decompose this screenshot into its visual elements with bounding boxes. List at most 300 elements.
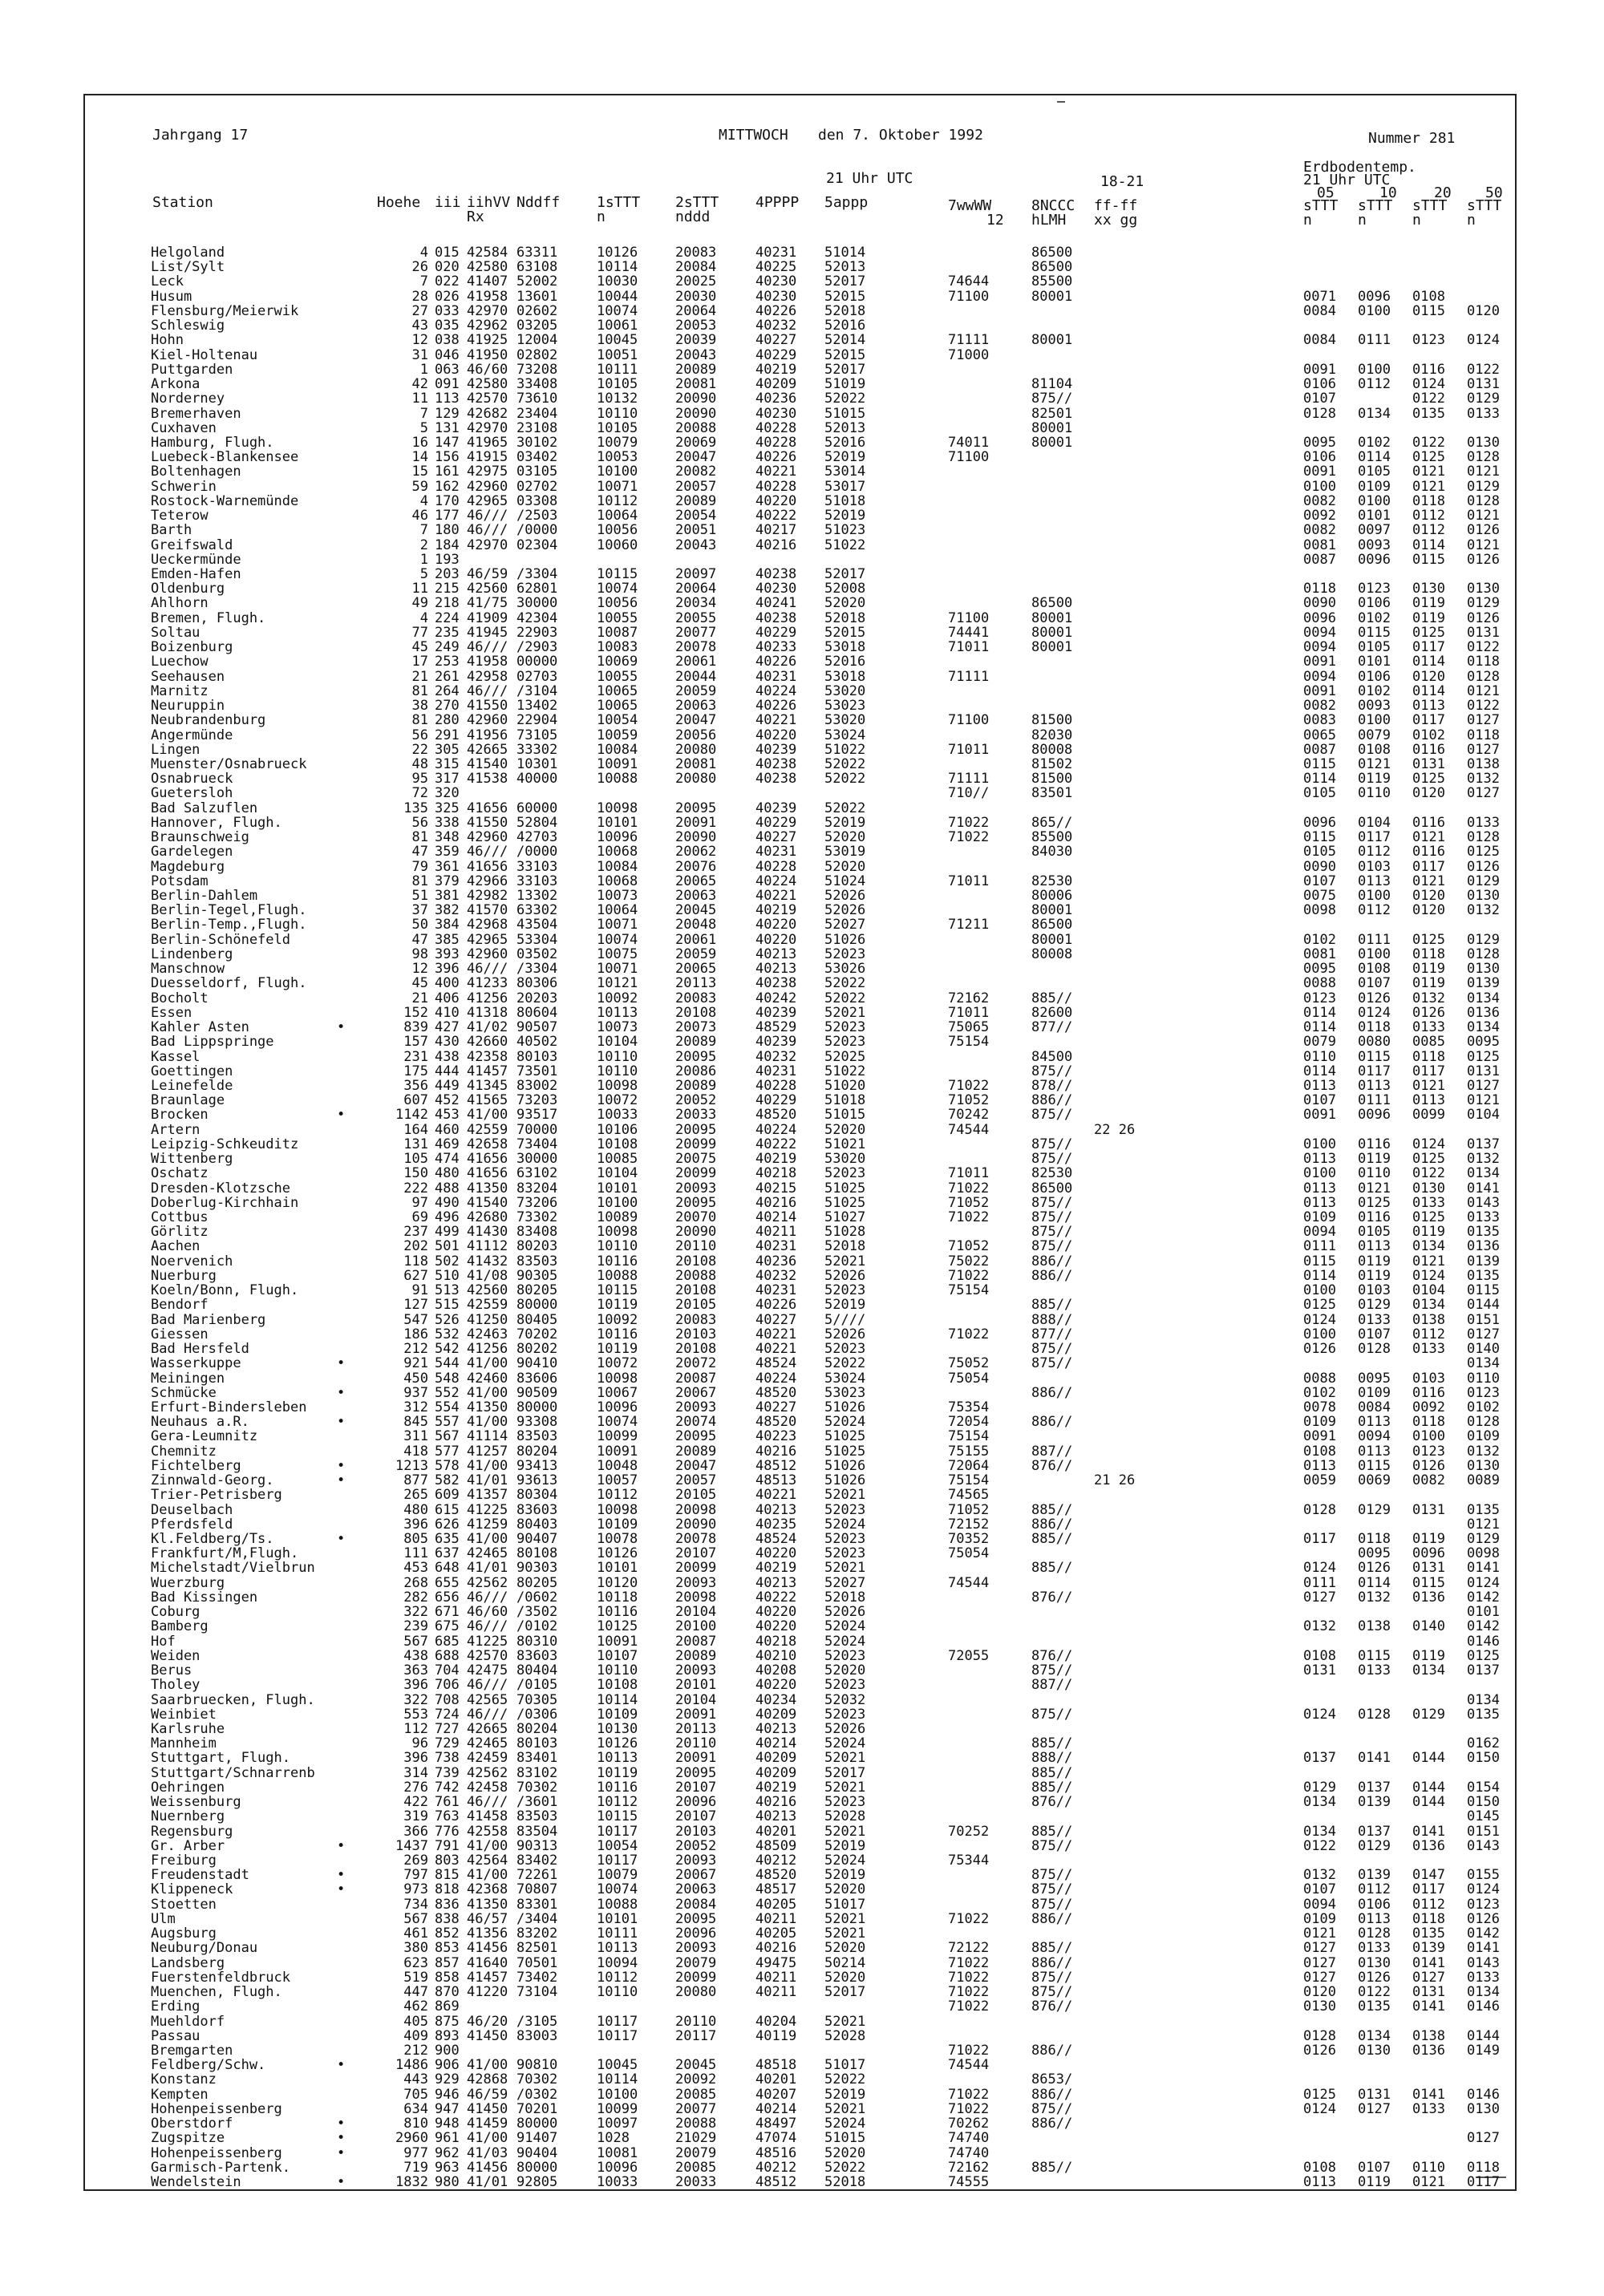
tendency-value: 51025 — [824, 1443, 866, 1460]
sttt1-value: 10072 — [597, 1092, 638, 1109]
soil-temp-05: 0100 — [1303, 1326, 1336, 1342]
sttt1-value: 10088 — [597, 771, 638, 788]
tendency-value: 52013 — [824, 259, 866, 276]
nddff-value: 90507 — [516, 1019, 558, 1036]
station-index: 818 — [435, 1881, 460, 1898]
nddff-value: 60000 — [516, 800, 558, 816]
sttt1-value: 10119 — [597, 1764, 638, 1781]
nddff-value: 83003 — [516, 2027, 558, 2044]
tendency-value: 52020 — [824, 1121, 866, 1138]
soil-temp-05: 0090 — [1303, 858, 1336, 875]
soil-temp-05: 0127 — [1303, 1589, 1336, 1606]
weather-code: 71022 — [948, 1180, 990, 1197]
tendency-value: 52019 — [824, 2086, 866, 2103]
station-index: 776 — [435, 1823, 460, 1840]
station-index: 738 — [435, 1750, 460, 1767]
soil-temp-50: 0133 — [1467, 1969, 1500, 1986]
station-height: 319 — [403, 1808, 428, 1825]
cloud-code: 885// — [1031, 1779, 1073, 1796]
iihvv-value: 41350 — [467, 1896, 508, 1913]
cloud-code: 82530 — [1031, 873, 1073, 889]
soil-temp-50: 0123 — [1467, 1896, 1500, 1913]
station-height: 921 — [403, 1355, 428, 1372]
pressure-value: 40220 — [755, 1604, 797, 1621]
soil-temp-50: 0133 — [1467, 814, 1500, 831]
sttt2-value: 20090 — [675, 405, 717, 422]
sttt2-value: 20056 — [675, 727, 717, 743]
cloud-code: 81502 — [1031, 755, 1073, 772]
weather-code: 71022 — [948, 1209, 990, 1225]
soil-temp-50: 0121 — [1467, 464, 1500, 480]
tendency-value: 52023 — [824, 1282, 866, 1299]
sttt2-value: 20063 — [675, 698, 717, 715]
station-name: Leinefelde — [151, 1077, 233, 1094]
station-index: 502 — [435, 1253, 460, 1269]
nddff-value: 63102 — [516, 1165, 558, 1182]
weather-code: 71022 — [948, 1910, 990, 1927]
pressure-value: 40119 — [755, 2027, 797, 2044]
soil-temp-50: 0143 — [1467, 1194, 1500, 1211]
station-index: 147 — [435, 434, 460, 451]
cloud-code: 80001 — [1031, 609, 1073, 626]
station-name: Hof — [151, 1633, 176, 1650]
sttt1-value: 10114 — [597, 259, 638, 276]
cloud-code: 86500 — [1031, 1180, 1073, 1197]
station-height: 396 — [403, 1750, 428, 1767]
weather-code: 75054 — [948, 1370, 990, 1387]
soil-temp-05: 0091 — [1303, 654, 1336, 670]
cloud-code: 875// — [1031, 1194, 1073, 1211]
sttt2-value: 20055 — [675, 609, 717, 626]
station-name: Pferdsfeld — [151, 1516, 233, 1533]
station-height: 462 — [403, 1998, 428, 2015]
weather-code: 75154 — [948, 1428, 990, 1445]
station-index: 046 — [435, 346, 460, 363]
station-index: 026 — [435, 288, 460, 305]
nddff-value: 63302 — [516, 902, 558, 919]
tendency-value: 52020 — [824, 595, 866, 612]
iihvv-value: 42584 — [467, 245, 508, 261]
station-index: 129 — [435, 405, 460, 422]
iihvv-value: 46/// — [467, 1706, 508, 1723]
sttt1-value: 10114 — [597, 2071, 638, 2088]
station-name: Saarbruecken, Flugh. — [151, 1691, 315, 1708]
gust-value: 22 26 — [1094, 1121, 1136, 1138]
soil-temp-10: 0127 — [1358, 2100, 1391, 2117]
sttt2-value: 20084 — [675, 259, 717, 276]
iihvv-value: 42560 — [467, 1282, 508, 1299]
sttt1-value: 10110 — [597, 1984, 638, 2001]
soil-temp-10: 0111 — [1358, 332, 1391, 349]
weather-code: 71011 — [948, 1004, 990, 1021]
station-name: Meiningen — [151, 1370, 225, 1387]
cloud-code: 875// — [1031, 1151, 1073, 1168]
tendency-value: 52018 — [824, 1589, 866, 1606]
soil-temp-05: 0105 — [1303, 785, 1336, 802]
station-height: 269 — [403, 1853, 428, 1869]
soil-temp-50: 0134 — [1467, 1019, 1500, 1036]
sttt2-value: 20095 — [675, 1194, 717, 1211]
tendency-value: 51028 — [824, 1224, 866, 1241]
tendency-value: 52015 — [824, 346, 866, 363]
pressure-value: 40230 — [755, 288, 797, 305]
sttt1-value: 10105 — [597, 419, 638, 436]
soil-temp-50: 0125 — [1467, 1647, 1500, 1664]
nddff-value: 73404 — [516, 1136, 558, 1152]
nddff-value: 03205 — [516, 318, 558, 334]
soil-temp-20: 0112 — [1412, 508, 1445, 524]
soil-temp-20: 0147 — [1412, 1867, 1445, 1884]
sttt1-value: 10110 — [597, 405, 638, 422]
station-index: 427 — [435, 1019, 460, 1036]
tendency-value: 52022 — [824, 800, 866, 816]
weather-code: 70262 — [948, 2116, 990, 2132]
sttt1-value: 10094 — [597, 1954, 638, 1971]
station-index: 513 — [435, 1282, 460, 1299]
pressure-value: 40214 — [755, 1209, 797, 1225]
sttt2-value: 20087 — [675, 1370, 717, 1387]
station-name: Weinbiet — [151, 1706, 217, 1723]
soil-temp-10: 0126 — [1358, 1969, 1391, 1986]
station-height: 50 — [411, 917, 428, 933]
sttt2-value: 20089 — [675, 492, 717, 509]
sttt1-value: 10116 — [597, 1779, 638, 1796]
nddff-value: 73203 — [516, 1092, 558, 1109]
soil-temp-20: 0125 — [1412, 449, 1445, 466]
weather-code: 71100 — [948, 449, 990, 466]
soil-temp-10: 0133 — [1358, 1940, 1391, 1957]
station-index: 381 — [435, 888, 460, 904]
sttt1-value: 10107 — [597, 1647, 638, 1664]
pressure-value: 40212 — [755, 2159, 797, 2176]
weather-code: 74544 — [948, 1121, 990, 1138]
soil-temp-50: 0127 — [1467, 1326, 1500, 1342]
soil-temp-50: 0142 — [1467, 1925, 1500, 1942]
sttt2-value: 20090 — [675, 1224, 717, 1241]
pressure-value: 40239 — [755, 1034, 797, 1051]
tendency-value: 51025 — [824, 1428, 866, 1445]
nddff-value: 80202 — [516, 1341, 558, 1358]
soil-temp-10: 0114 — [1358, 449, 1391, 466]
weather-code: 75354 — [948, 1399, 990, 1415]
sttt2-value: 20044 — [675, 668, 717, 685]
iihvv-value: 42968 — [467, 917, 508, 933]
station-name: Bremerhaven — [151, 405, 241, 422]
sttt1-value: 10099 — [597, 1428, 638, 1445]
soil-temp-05: 0128 — [1303, 2027, 1336, 2044]
weather-code: 75154 — [948, 1282, 990, 1299]
pressure-value: 40201 — [755, 1823, 797, 1840]
soil-temp-05: 0115 — [1303, 1253, 1336, 1269]
soil-temp-05: 0083 — [1303, 712, 1336, 729]
station-height: 547 — [403, 1311, 428, 1328]
station-index: 815 — [435, 1867, 460, 1884]
soil-temp-50: 0098 — [1467, 1545, 1500, 1562]
soil-temp-20: 0116 — [1412, 1384, 1445, 1401]
station-height: 111 — [403, 1545, 428, 1562]
cloud-code: 875// — [1031, 391, 1073, 407]
soil-temp-50: 0138 — [1467, 755, 1500, 772]
soil-temp-50: 0127 — [1467, 712, 1500, 729]
soil-temp-05: 0131 — [1303, 1662, 1336, 1679]
soil-temp-05: 0122 — [1303, 1837, 1336, 1854]
soil-temp-05: 0109 — [1303, 1910, 1336, 1927]
station-index: 400 — [435, 975, 460, 992]
tendency-value: 52021 — [824, 1910, 866, 1927]
weather-code: 74544 — [948, 1574, 990, 1591]
pressure-value: 48520 — [755, 1384, 797, 1401]
soil-temp-50: 0104 — [1467, 1107, 1500, 1124]
iihvv-value: 42960 — [467, 829, 508, 846]
station-height: 96 — [411, 1735, 428, 1752]
pressure-value: 40221 — [755, 1326, 797, 1342]
iihvv-value: 41432 — [467, 1253, 508, 1269]
cloud-code: 885// — [1031, 1560, 1073, 1577]
tendency-value: 52024 — [824, 1618, 866, 1635]
tendency-value: 52019 — [824, 1297, 866, 1314]
sttt2-value: 20108 — [675, 1341, 717, 1358]
station-name: Erding — [151, 1998, 200, 2015]
station-index: 946 — [435, 2086, 460, 2103]
tendency-value: 52026 — [824, 1267, 866, 1284]
station-name: Lindenberg — [151, 946, 233, 962]
soil-temp-50: 0129 — [1467, 478, 1500, 495]
soil-temp-50: 0124 — [1467, 1881, 1500, 1898]
soil-temp-50: 0146 — [1467, 1998, 1500, 2015]
soil-temp-05: 0128 — [1303, 405, 1336, 422]
pressure-value: 40211 — [755, 1224, 797, 1241]
soil-temp-50: 0120 — [1467, 302, 1500, 319]
tendency-value: 52019 — [824, 814, 866, 831]
soil-temp-20: 0132 — [1412, 990, 1445, 1006]
nddff-value: 13402 — [516, 698, 558, 715]
soil-temp-20: 0123 — [1412, 332, 1445, 349]
station-height: 157 — [403, 1034, 428, 1051]
station-height: 623 — [403, 1954, 428, 1971]
soil-temp-20: 0114 — [1412, 682, 1445, 699]
iihvv-value: 46/// — [467, 508, 508, 524]
sttt1-value: 10126 — [597, 1735, 638, 1752]
pressure-value: 40213 — [755, 1501, 797, 1518]
sttt1-value: 10092 — [597, 990, 638, 1006]
iihvv-value: 41259 — [467, 1516, 508, 1533]
sttt1-value: 10109 — [597, 1706, 638, 1723]
weather-code: 71111 — [948, 332, 990, 349]
tendency-value: 52021 — [824, 1253, 866, 1269]
weather-code: 71100 — [948, 288, 990, 305]
cloud-code: 80008 — [1031, 741, 1073, 758]
tendency-value: 51026 — [824, 931, 866, 948]
sttt2-value: 20033 — [675, 1107, 717, 1124]
sttt1-value: 10112 — [597, 1487, 638, 1504]
sttt1-value: 10055 — [597, 609, 638, 626]
soil-temp-50: 0124 — [1467, 1574, 1500, 1591]
soil-temp-05: 0123 — [1303, 990, 1336, 1006]
cloud-code: 888// — [1031, 1311, 1073, 1328]
sttt1-value: 10130 — [597, 1720, 638, 1737]
pressure-value: 40220 — [755, 917, 797, 933]
iihvv-value: 41257 — [467, 1443, 508, 1460]
tendency-value: 51018 — [824, 492, 866, 509]
sttt2-value: 20079 — [675, 1954, 717, 1971]
soil-temp-10: 0100 — [1358, 492, 1391, 509]
col-station: Station — [152, 194, 213, 211]
sttt2-value: 20091 — [675, 1706, 717, 1723]
nddff-value: 80000 — [516, 1399, 558, 1415]
sttt1-value: 10101 — [597, 1560, 638, 1577]
cloud-code: 86500 — [1031, 917, 1073, 933]
iihvv-value: 46/60 — [467, 361, 508, 378]
station-height: 91 — [411, 1282, 428, 1299]
pressure-value: 40215 — [755, 1180, 797, 1197]
tendency-value: 51017 — [824, 1896, 866, 1913]
soil-temp-10: 0094 — [1358, 1428, 1391, 1445]
nddff-value: 63311 — [516, 245, 558, 261]
soil-temp-10: 0113 — [1358, 1238, 1391, 1255]
station-name: Giessen — [151, 1326, 209, 1342]
nddff-value: /3601 — [516, 1794, 558, 1811]
soil-temp-10: 0097 — [1358, 522, 1391, 539]
station-height: 607 — [403, 1092, 428, 1109]
soil-temp-50: 0137 — [1467, 1136, 1500, 1152]
sttt2-value: 20030 — [675, 288, 717, 305]
sttt2-value: 20054 — [675, 508, 717, 524]
weather-code: 75154 — [948, 1034, 990, 1051]
sttt1-value: 10071 — [597, 917, 638, 933]
soil-temp-10: 0080 — [1358, 1034, 1391, 1051]
weather-code: 71052 — [948, 1092, 990, 1109]
station-height: 705 — [403, 2086, 428, 2103]
soil-temp-10: 0105 — [1358, 464, 1391, 480]
soil-temp-50: 0130 — [1467, 434, 1500, 451]
weather-code: 71052 — [948, 1194, 990, 1211]
station-name: Bad Marienberg — [151, 1311, 266, 1328]
station-name: Feldberg/Schw. — [151, 2057, 266, 2074]
soil-temp-05: 0124 — [1303, 1560, 1336, 1577]
soil-temp-05: 0125 — [1303, 1297, 1336, 1314]
station-index: 038 — [435, 332, 460, 349]
tendency-value: 51018 — [824, 1092, 866, 1109]
sttt1-value: 10115 — [597, 566, 638, 582]
station-name: Stuttgart/Schnarrenb — [151, 1764, 315, 1781]
pressure-value: 40213 — [755, 1574, 797, 1591]
station-name: Goettingen — [151, 1063, 233, 1079]
station-index: 542 — [435, 1341, 460, 1358]
station-index: 444 — [435, 1063, 460, 1079]
soil-temp-50: 0102 — [1467, 1399, 1500, 1415]
soil-temp-10: 0111 — [1358, 931, 1391, 948]
soil-temp-50: 0134 — [1467, 1355, 1500, 1372]
sttt2-value: 20096 — [675, 1794, 717, 1811]
soil-temp-20: 0141 — [1412, 1998, 1445, 2015]
station-name: Kiel-Holtenau — [151, 346, 258, 363]
station-height: 977 — [403, 2144, 428, 2161]
soil-temp-50: 0121 — [1467, 1092, 1500, 1109]
sttt2-value: 20082 — [675, 464, 717, 480]
station-height: 553 — [403, 1706, 428, 1723]
soil-temp-05: 0126 — [1303, 2042, 1336, 2059]
soil-temp-50: 0141 — [1467, 1180, 1500, 1197]
soil-temp-20: 0144 — [1412, 1750, 1445, 1767]
cloud-code: 86500 — [1031, 259, 1073, 276]
station-index: 900 — [435, 2042, 460, 2059]
iihvv-value: 42358 — [467, 1048, 508, 1065]
cloud-code: 886// — [1031, 2116, 1073, 2132]
sttt2-value: 20104 — [675, 1604, 717, 1621]
sttt1-value: 10126 — [597, 1545, 638, 1562]
soil-temp-10: 0130 — [1358, 1954, 1391, 1971]
sttt2-value: 20095 — [675, 800, 717, 816]
station-name: Noervenich — [151, 1253, 233, 1269]
tendency-value: 51019 — [824, 376, 866, 393]
station-name: Bad Hersfeld — [151, 1341, 249, 1358]
soil-temp-50: 0130 — [1467, 888, 1500, 904]
soil-temp-05: 0088 — [1303, 975, 1336, 992]
soil-temp-20: 0117 — [1412, 639, 1445, 656]
soil-temp-50: 0118 — [1467, 727, 1500, 743]
tendency-value: 51022 — [824, 741, 866, 758]
iihvv-value: 41458 — [467, 1808, 508, 1825]
sttt1-value: 10119 — [597, 1341, 638, 1358]
weather-code: 71022 — [948, 1267, 990, 1284]
soil-temp-50: 0123 — [1467, 1384, 1500, 1401]
cloud-code: 875// — [1031, 2100, 1073, 2117]
nddff-value: /3404 — [516, 1910, 558, 1927]
soil-temp-10: 0119 — [1358, 1253, 1391, 1269]
sttt1-value: 10111 — [597, 361, 638, 378]
station-index: 177 — [435, 508, 460, 524]
soil-temp-05: 0115 — [1303, 755, 1336, 772]
station-index: 361 — [435, 858, 460, 875]
nddff-value: 23108 — [516, 419, 558, 436]
nddff-value: 80000 — [516, 2116, 558, 2132]
iihvv-value: 46/60 — [467, 1604, 508, 1621]
sttt2-value: 20099 — [675, 1165, 717, 1182]
tendency-value: 52019 — [824, 1837, 866, 1854]
pressure-value: 40219 — [755, 361, 797, 378]
iihvv-value: 41318 — [467, 1004, 508, 1021]
nddff-value: 03402 — [516, 449, 558, 466]
soil-temp-20: 0100 — [1412, 1428, 1445, 1445]
station-height: 877 — [403, 1472, 428, 1489]
station-height: 1 — [419, 361, 428, 378]
tendency-value: 53014 — [824, 464, 866, 480]
soil-temp-20: 0112 — [1412, 522, 1445, 539]
station-height: 366 — [403, 1823, 428, 1840]
tendency-value: 51027 — [824, 1209, 866, 1225]
station-name: Luebeck-Blankensee — [151, 449, 299, 466]
nddff-value: 80404 — [516, 1662, 558, 1679]
soil-temp-50: 0121 — [1467, 537, 1500, 553]
cloud-code: 886// — [1031, 1910, 1073, 1927]
station-height: 5 — [419, 566, 428, 582]
sttt2-value: 20088 — [675, 2116, 717, 2132]
station-index: 218 — [435, 595, 460, 612]
sttt1-value: 10045 — [597, 332, 638, 349]
sttt1-value: 10065 — [597, 682, 638, 699]
pressure-value: 40228 — [755, 478, 797, 495]
station-name: Hohn — [151, 332, 184, 349]
iihvv-value: 41357 — [467, 1487, 508, 1504]
soil-temp-05: 0126 — [1303, 1341, 1336, 1358]
nddff-value: 42703 — [516, 829, 558, 846]
soil-temp-05: 0115 — [1303, 829, 1336, 846]
iihvv-value: 42970 — [467, 419, 508, 436]
soil-temp-05: 0113 — [1303, 2174, 1336, 2190]
station-name: Doberlug-Kirchhain — [151, 1194, 299, 1211]
station-index: 474 — [435, 1151, 460, 1168]
station-name: Erfurt-Bindersleben — [151, 1399, 307, 1415]
